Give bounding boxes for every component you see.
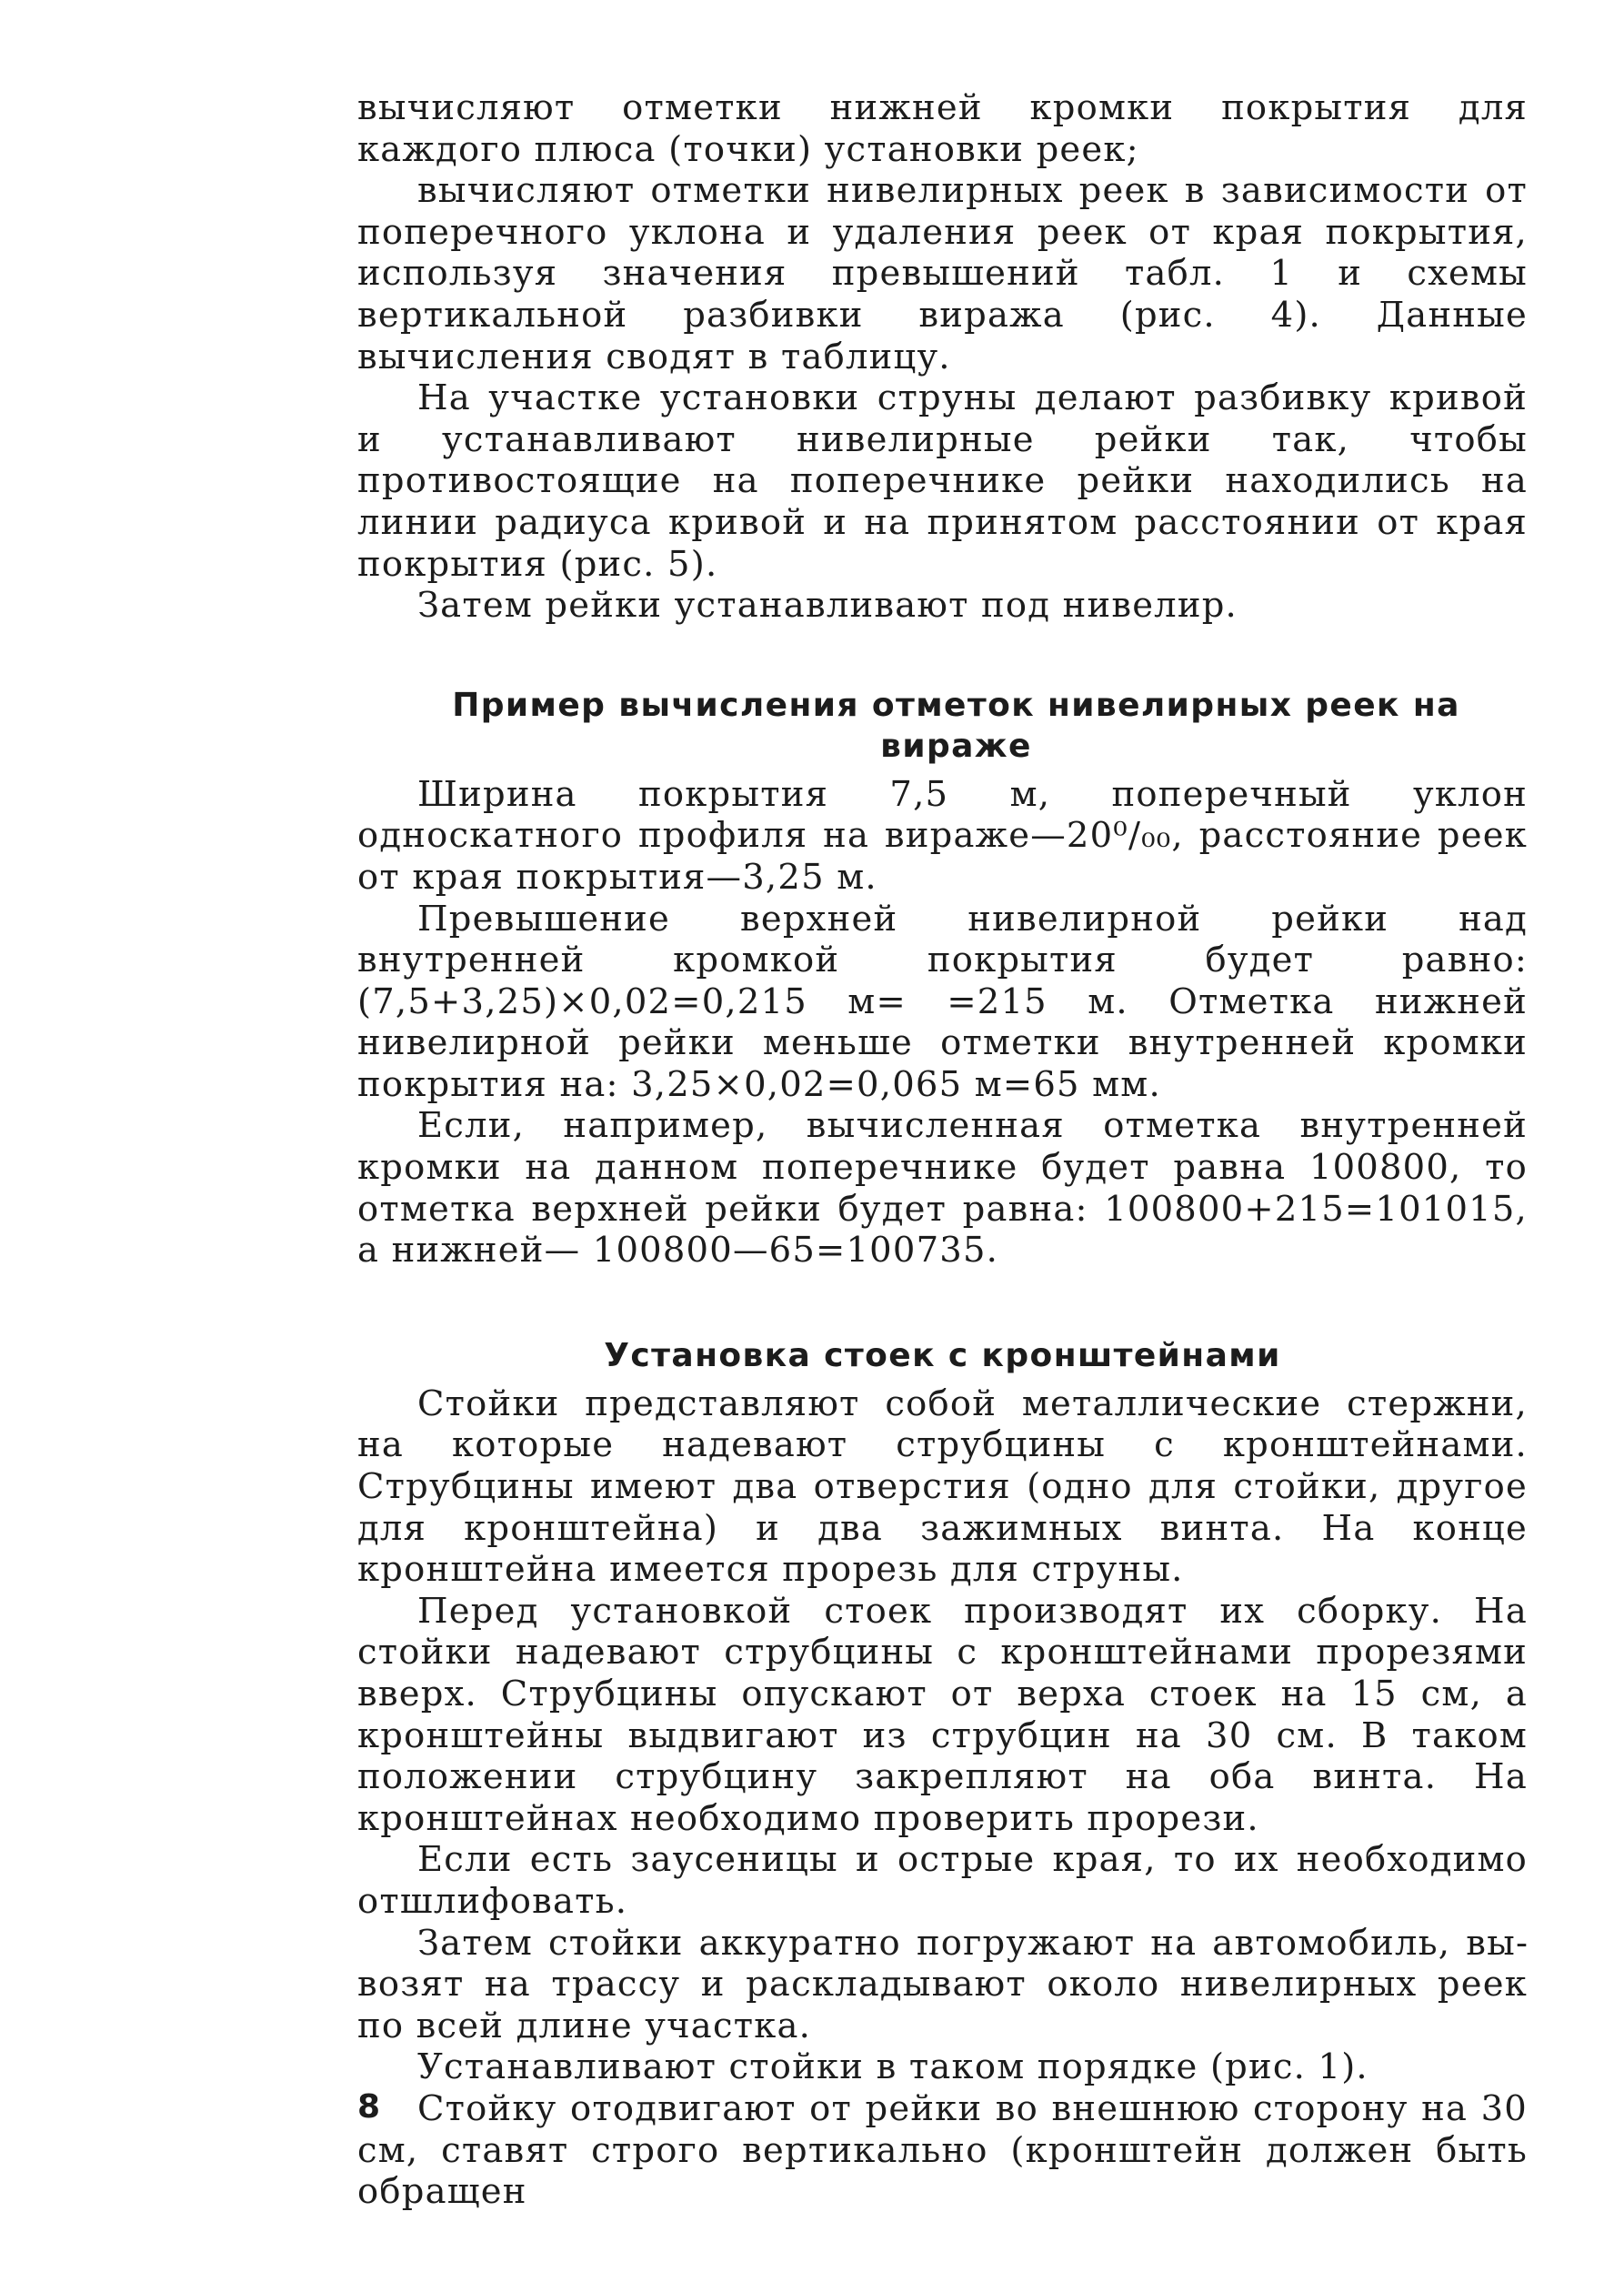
body-paragraph: Если есть заусеницы и острые края, то их необходимо отшлифовать. <box>357 1839 1528 1922</box>
page-body <box>357 87 1528 2213</box>
body-paragraph: Затем рейки устанавливают под нивелир. <box>417 585 1238 627</box>
page-number: 8 <box>357 2088 381 2126</box>
body-paragraph: Затем стойки аккуратно погружают на автомобиль, вывозят на трассу и раскладывают около нивелирных реек по всей длине участка. <box>357 1922 1528 2046</box>
body-paragraph: Ширина покрытия 7,5 м, поперечный уклон односкатного профиля на вираже—20⁰/₀₀, расстояние реек от края покрытия—3,25 м. <box>357 773 1528 898</box>
body-paragraph: вычисляют отметки нижней кромки покрытия для каждого плюса (точки) установки реек; <box>357 87 1528 170</box>
body-paragraph: Превышение верхней нивелирной рейки над внутренней кромкой покрытия будет равно: (7,5+3,25)×0,02=0,215 м= =215 м. Отметка нижней нивелирной рейки меньше отметки внутренней кромки покрытия на: 3,25×0,02=0,065 м=65 мм. <box>357 898 1528 1105</box>
body-paragraph: Перед установкой стоек производят их сборку. На стойки надевают струбцины с кронштейнами прорезями вверх. Струбцины опускают от верха стоек на 15 см, а кронштейны выдвигают из струбцин на 30 см. В таком положении струбцину закрепляют на оба винта. На кронштейнах необходимо проверить прорези. <box>357 1590 1528 1839</box>
body-paragraph: На участке установки струны делают разбивку кривой и устанавливают нивелирные рейки так, чтобы противостоящие на поперечнике рейки находились на линии радиуса кривой и на принятом расстоянии от края покрытия (рис. 5). <box>357 377 1528 585</box>
section-heading: Пример вычисления отметок нивелирных реек на вираже <box>452 686 1460 765</box>
body-paragraph: Устанавливают стойки в таком порядке (рис. 1). <box>417 2046 1368 2088</box>
body-paragraph: Стойку отодвигают от рейки во внешнюю сторону на 30 см, ставят строго вертикально (кронштейн должен быть обращен <box>357 2087 1528 2213</box>
body-paragraph: Если, например, вычисленная отметка внутренней кромки на данном поперечнике будет равна 100800, то отметка верхней рейки будет равна: 100800+215=101015, а нижней— 100800—65=100735. <box>357 1105 1528 1272</box>
body-paragraph: Стойки представляют собой металлические стержни, на которые надевают струбцины с кронштейнами. Струбцины имеют два отверстия (одно для стойки, другое для кронштейна) и два зажимных винта. На конце кронштейна имеется прорезь для струны. <box>357 1382 1528 1591</box>
body-paragraph: вычисляют отметки нивелирных реек в зависимости от поперечного уклона и удаления реек от края покрытия, используя значения превышений табл. 1 и схемы вертикальной разбивки виража (рис. 4). Данные вычисления сводят в таблицу. <box>357 170 1528 377</box>
section-heading: Установка стоек с кронштейнами <box>604 1336 1281 1374</box>
